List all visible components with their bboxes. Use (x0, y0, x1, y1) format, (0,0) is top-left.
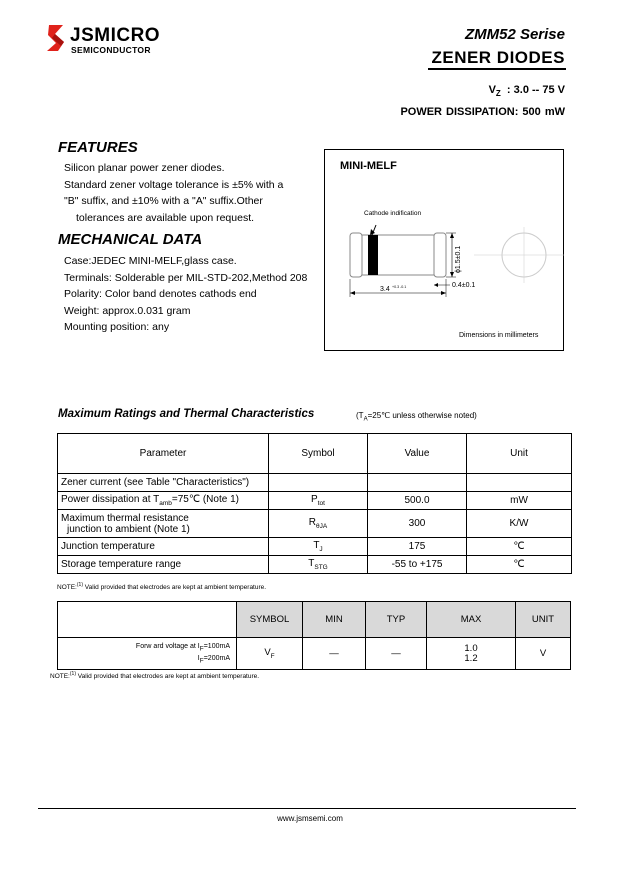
symbol-sub: θJA (316, 523, 328, 530)
header-cell: Symbol (269, 434, 368, 474)
table-row (58, 510, 572, 538)
feature-line: Standard zener voltage tolerance is ±5% with a (64, 178, 284, 191)
value-cell: 500.0 (368, 492, 467, 510)
product-title: ZENER DIODES (431, 48, 565, 67)
header-cell: Unit (467, 434, 572, 474)
cathode-band (368, 235, 378, 275)
symbol-cell (269, 556, 368, 574)
cond-prefix: (T (356, 411, 364, 420)
header-cell (58, 602, 237, 638)
param-cell (58, 638, 237, 670)
mechanical-line: Mounting position: any (64, 321, 170, 333)
unit-cell: ℃ (467, 538, 572, 556)
length-tolerance: +0.3 -0.1 (392, 285, 407, 289)
param-cell (58, 510, 269, 538)
param-line (59, 654, 230, 665)
mechanical-list (64, 253, 334, 336)
unit-cell: ℃ (467, 556, 572, 574)
mechanical-line: Weight: approx.0.031 gram (64, 304, 191, 317)
param-line (59, 642, 230, 653)
param-sub: F (199, 645, 204, 653)
symbol-cell (269, 492, 368, 510)
max-value: 1.2 (464, 652, 478, 664)
length-label: 3.4 (380, 286, 390, 293)
package-title: MINI-MELF (340, 160, 397, 172)
unit-cell (467, 474, 572, 492)
symbol-text: R (308, 517, 317, 528)
power-dissipation: POWER DISSIPATION: 500 mW (400, 106, 565, 118)
min-cell: — (303, 638, 366, 670)
vz-value: : 3.0 -- 75 V (506, 84, 565, 96)
brand-subtitle: SEMICONDUCTOR (71, 45, 151, 55)
symbol-sub: STG (314, 564, 328, 571)
dimension-note: Dimensions in millimeters (459, 332, 539, 339)
characteristics-note (50, 671, 259, 680)
header-cell: TYP (366, 602, 427, 638)
package-end-right (434, 233, 446, 277)
param-text: I (197, 654, 200, 662)
features-list (64, 160, 324, 226)
note-prefix: NOTE: (50, 673, 70, 681)
mechanical-line: Terminals: Solderable per MIL-STD-202,Method 208 (64, 271, 308, 284)
table-row (58, 556, 572, 574)
symbol-sub: tot (317, 500, 325, 507)
note-prefix: NOTE: (57, 584, 77, 592)
ratings-condition (356, 411, 477, 423)
footer-rule (38, 808, 576, 809)
value-cell (368, 474, 467, 492)
unit-cell: K/W (467, 510, 572, 538)
param-text: Forw ard voltage at I (135, 643, 200, 651)
value-cell: 175 (368, 538, 467, 556)
brand-name: JSMICRO (70, 25, 161, 46)
feature-line: tolerances are available upon request. (76, 211, 255, 224)
package-outline-diagram (324, 149, 564, 351)
param-cell: Junction temperature (58, 538, 269, 556)
diameter-label: ϕ1.5±0.1 (455, 245, 462, 273)
series-name: ZMM52 Serise (464, 26, 565, 43)
param-cell: Storage temperature range (58, 556, 269, 574)
header-cell: MAX (427, 602, 516, 638)
param-sub: amb (159, 500, 172, 507)
cond-suffix: =25℃ unless otherwise noted) (367, 411, 477, 420)
brand-logo-icon (45, 24, 67, 52)
note-text: Valid provided that electrodes are kept at ambient temperature. (83, 584, 267, 592)
end-label: 0.4±0.1 (452, 282, 476, 289)
ratings-table (57, 433, 572, 574)
param-text: Maximum thermal resistance (61, 512, 189, 524)
value-cell: 300 (368, 510, 467, 538)
voltage-range (489, 84, 565, 98)
param-text: =100mA (203, 643, 230, 651)
symbol-cell (269, 538, 368, 556)
mechanical-heading: MECHANICAL DATA (58, 231, 203, 248)
mechanical-line: Polarity: Color band denotes cathods end (64, 288, 257, 300)
header-rule (428, 68, 566, 70)
param-text: junction to ambient (Note 1) (67, 523, 190, 535)
header-cell: MIN (303, 602, 366, 638)
footer-url[interactable]: www.jsmsemi.com (277, 814, 343, 823)
feature-line: Silicon planar power zener diodes. (64, 162, 225, 174)
symbol-sub: J (319, 546, 323, 553)
symbol-cell (269, 510, 368, 538)
param-cell (58, 492, 269, 510)
package-end-left (350, 233, 362, 277)
ratings-note (57, 582, 266, 591)
symbol-text: P (311, 494, 318, 505)
table-row (58, 638, 571, 670)
mechanical-line: Case:JEDEC MINI-MELF,glass case. (64, 255, 237, 267)
param-text: =75℃ (Note 1) (171, 494, 239, 505)
unit-cell: mW (467, 492, 572, 510)
header-cell: Value (368, 434, 467, 474)
param-cell: Zener current (see Table "Characteristics") (58, 474, 269, 492)
symbol-sub: F (270, 652, 275, 660)
note-sup: (1) (69, 671, 76, 677)
table-row (58, 474, 572, 492)
symbol-text: V (264, 647, 271, 659)
symbol-text: T (313, 540, 320, 551)
table-header-row (58, 602, 571, 638)
characteristics-table (57, 601, 571, 670)
header-cell: SYMBOL (237, 602, 303, 638)
ratings-heading: Maximum Ratings and Thermal Characteristics (58, 408, 315, 420)
param-text: Power dissipation at T (61, 494, 160, 505)
table-header-row (58, 434, 572, 474)
features-heading: FEATURES (58, 139, 138, 156)
note-sup: (1) (76, 582, 83, 588)
max-cell (427, 638, 516, 670)
typ-cell: — (366, 638, 427, 670)
table-row (58, 492, 572, 510)
value-cell: -55 to +175 (368, 556, 467, 574)
symbol-cell (237, 638, 303, 670)
symbol-text: T (308, 558, 315, 569)
symbol-cell (269, 474, 368, 492)
note-text: Valid provided that electrodes are kept at ambient temperature. (76, 673, 260, 681)
feature-line: "B" suffix, and ±10% with a "A" suffix.Other (64, 195, 263, 207)
cathode-label: Cathode indification (364, 210, 422, 217)
param-sub: F (199, 656, 204, 664)
header-cell: Parameter (58, 434, 269, 474)
cond-sub: A (363, 416, 368, 423)
header-cell: UNIT (516, 602, 571, 638)
max-value: 1.0 (464, 642, 478, 654)
param-text: =200mA (203, 654, 230, 662)
table-row (58, 538, 572, 556)
vz-symbol: V (488, 84, 496, 96)
vz-subscript: Z (495, 89, 501, 99)
unit-cell: V (516, 638, 571, 670)
